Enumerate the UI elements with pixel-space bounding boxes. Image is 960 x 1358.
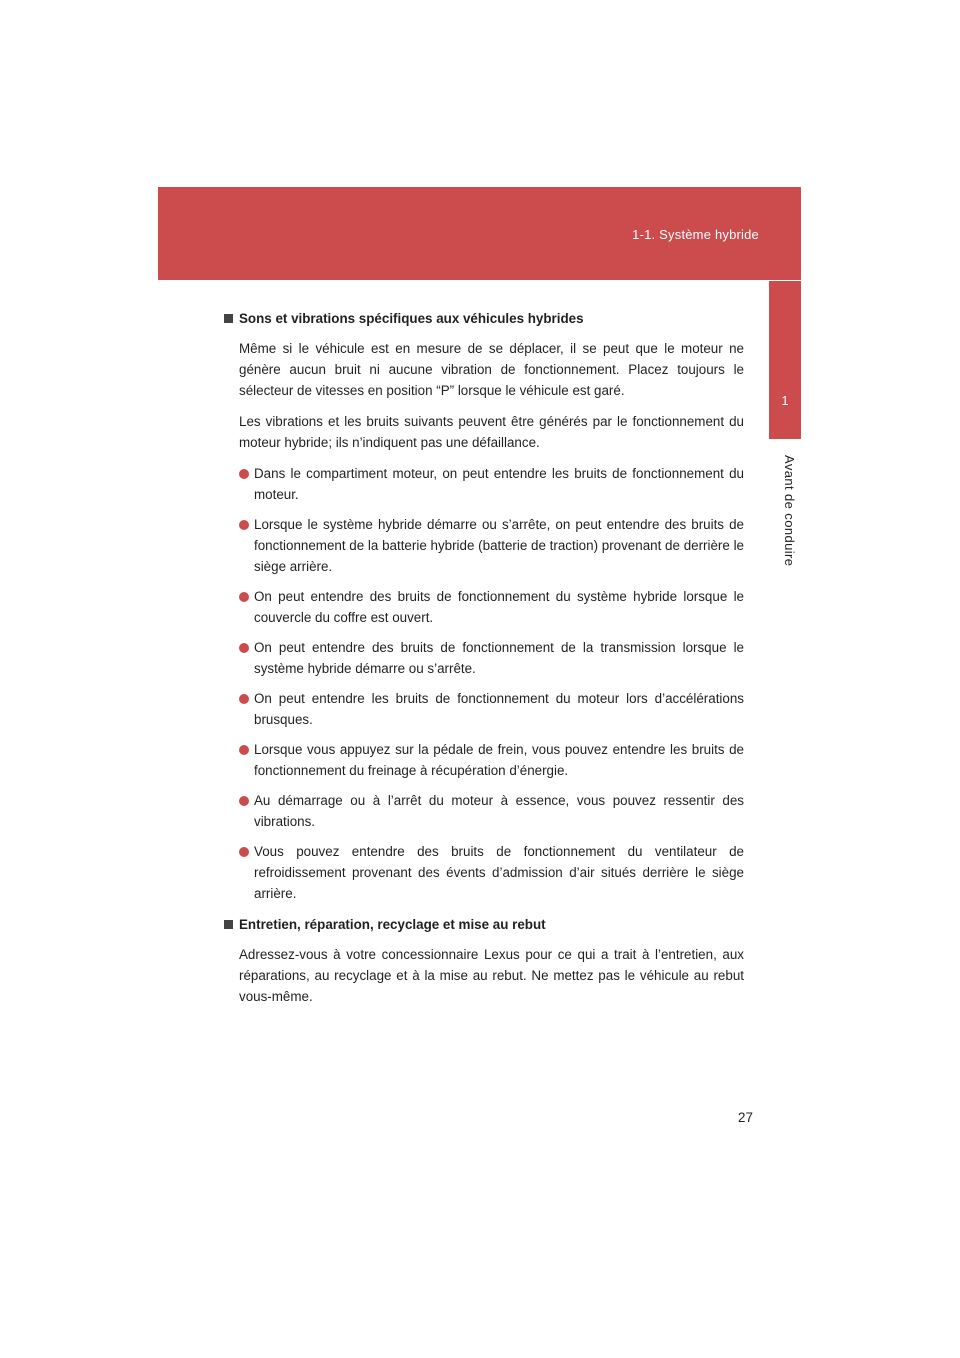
- list-item-text: Dans le compartiment moteur, on peut entendre les bruits de fonctionnement du moteur.: [254, 466, 744, 502]
- square-bullet-icon: [224, 314, 233, 323]
- circle-bullet-icon: [239, 469, 249, 479]
- chapter-number: 1: [781, 393, 789, 408]
- circle-bullet-icon: [239, 643, 249, 653]
- circle-bullet-icon: [239, 592, 249, 602]
- list-item: [239, 514, 744, 577]
- section-heading: [222, 308, 744, 329]
- circle-bullet-icon: [239, 745, 249, 755]
- list-item-text: Vous pouvez entendre des bruits de fonctionnement du ventilateur de refroidissement provenant des évents d’admission d’air situés derrière le siège arrière.: [254, 844, 744, 901]
- section-heading-text: Sons et vibrations spécifiques aux véhicules hybrides: [239, 311, 584, 326]
- paragraph: Même si le véhicule est en mesure de se déplacer, il se peut que le moteur ne génère aucun bruit ni aucune vibration de fonctionnement. Placez toujours le sélecteur de vitesses en position “P” lorsque le véhicule est garé.: [239, 341, 744, 398]
- list-item: [239, 637, 744, 679]
- list-item: [239, 463, 744, 505]
- section-heading-text: Entretien, réparation, recyclage et mise au rebut: [239, 917, 546, 932]
- paragraph: Les vibrations et les bruits suivants peuvent être générés par le fonctionnement du moteur hybride; ils n’indiquent pas une défaillance.: [239, 414, 744, 450]
- square-bullet-icon: [224, 920, 233, 929]
- circle-bullet-icon: [239, 520, 249, 530]
- list-item: [239, 790, 744, 832]
- section-title: 1-1. Système hybride: [632, 227, 759, 242]
- list-item-text: On peut entendre les bruits de fonctionnement du moteur lors d’accélérations brusques.: [254, 691, 744, 727]
- bullet-list: [239, 463, 744, 904]
- page-content: [222, 308, 744, 1017]
- list-item-text: On peut entendre des bruits de fonctionnement de la transmission lorsque le système hybride démarre ou s’arrête.: [254, 640, 744, 676]
- section-heading: [222, 914, 744, 935]
- list-item: [239, 586, 744, 628]
- list-item-text: Lorsque le système hybride démarre ou s’arrête, on peut entendre des bruits de fonctionnement de la batterie hybride (batterie de traction) provenant de derrière le siège arrière.: [254, 517, 744, 574]
- list-item: [239, 739, 744, 781]
- chapter-label: Avant de conduire: [782, 455, 797, 567]
- header-band: [158, 187, 801, 280]
- page-number: 27: [738, 1110, 753, 1125]
- chapter-tab: [769, 281, 801, 439]
- circle-bullet-icon: [239, 694, 249, 704]
- circle-bullet-icon: [239, 847, 249, 857]
- list-item-text: On peut entendre des bruits de fonctionnement du système hybride lorsque le couvercle du coffre est ouvert.: [254, 589, 744, 625]
- list-item: [239, 841, 744, 904]
- list-item-text: Lorsque vous appuyez sur la pédale de frein, vous pouvez entendre les bruits de fonctionnement du freinage à récupération d’énergie.: [254, 742, 744, 778]
- list-item-text: Au démarrage ou à l’arrêt du moteur à essence, vous pouvez ressentir des vibrations.: [254, 793, 744, 829]
- circle-bullet-icon: [239, 796, 249, 806]
- list-item: [239, 688, 744, 730]
- paragraph: Adressez-vous à votre concessionnaire Lexus pour ce qui a trait à l’entretien, aux réparations, au recyclage et à la mise au rebut. Ne mettez pas le véhicule au rebut vous-même.: [239, 947, 744, 1004]
